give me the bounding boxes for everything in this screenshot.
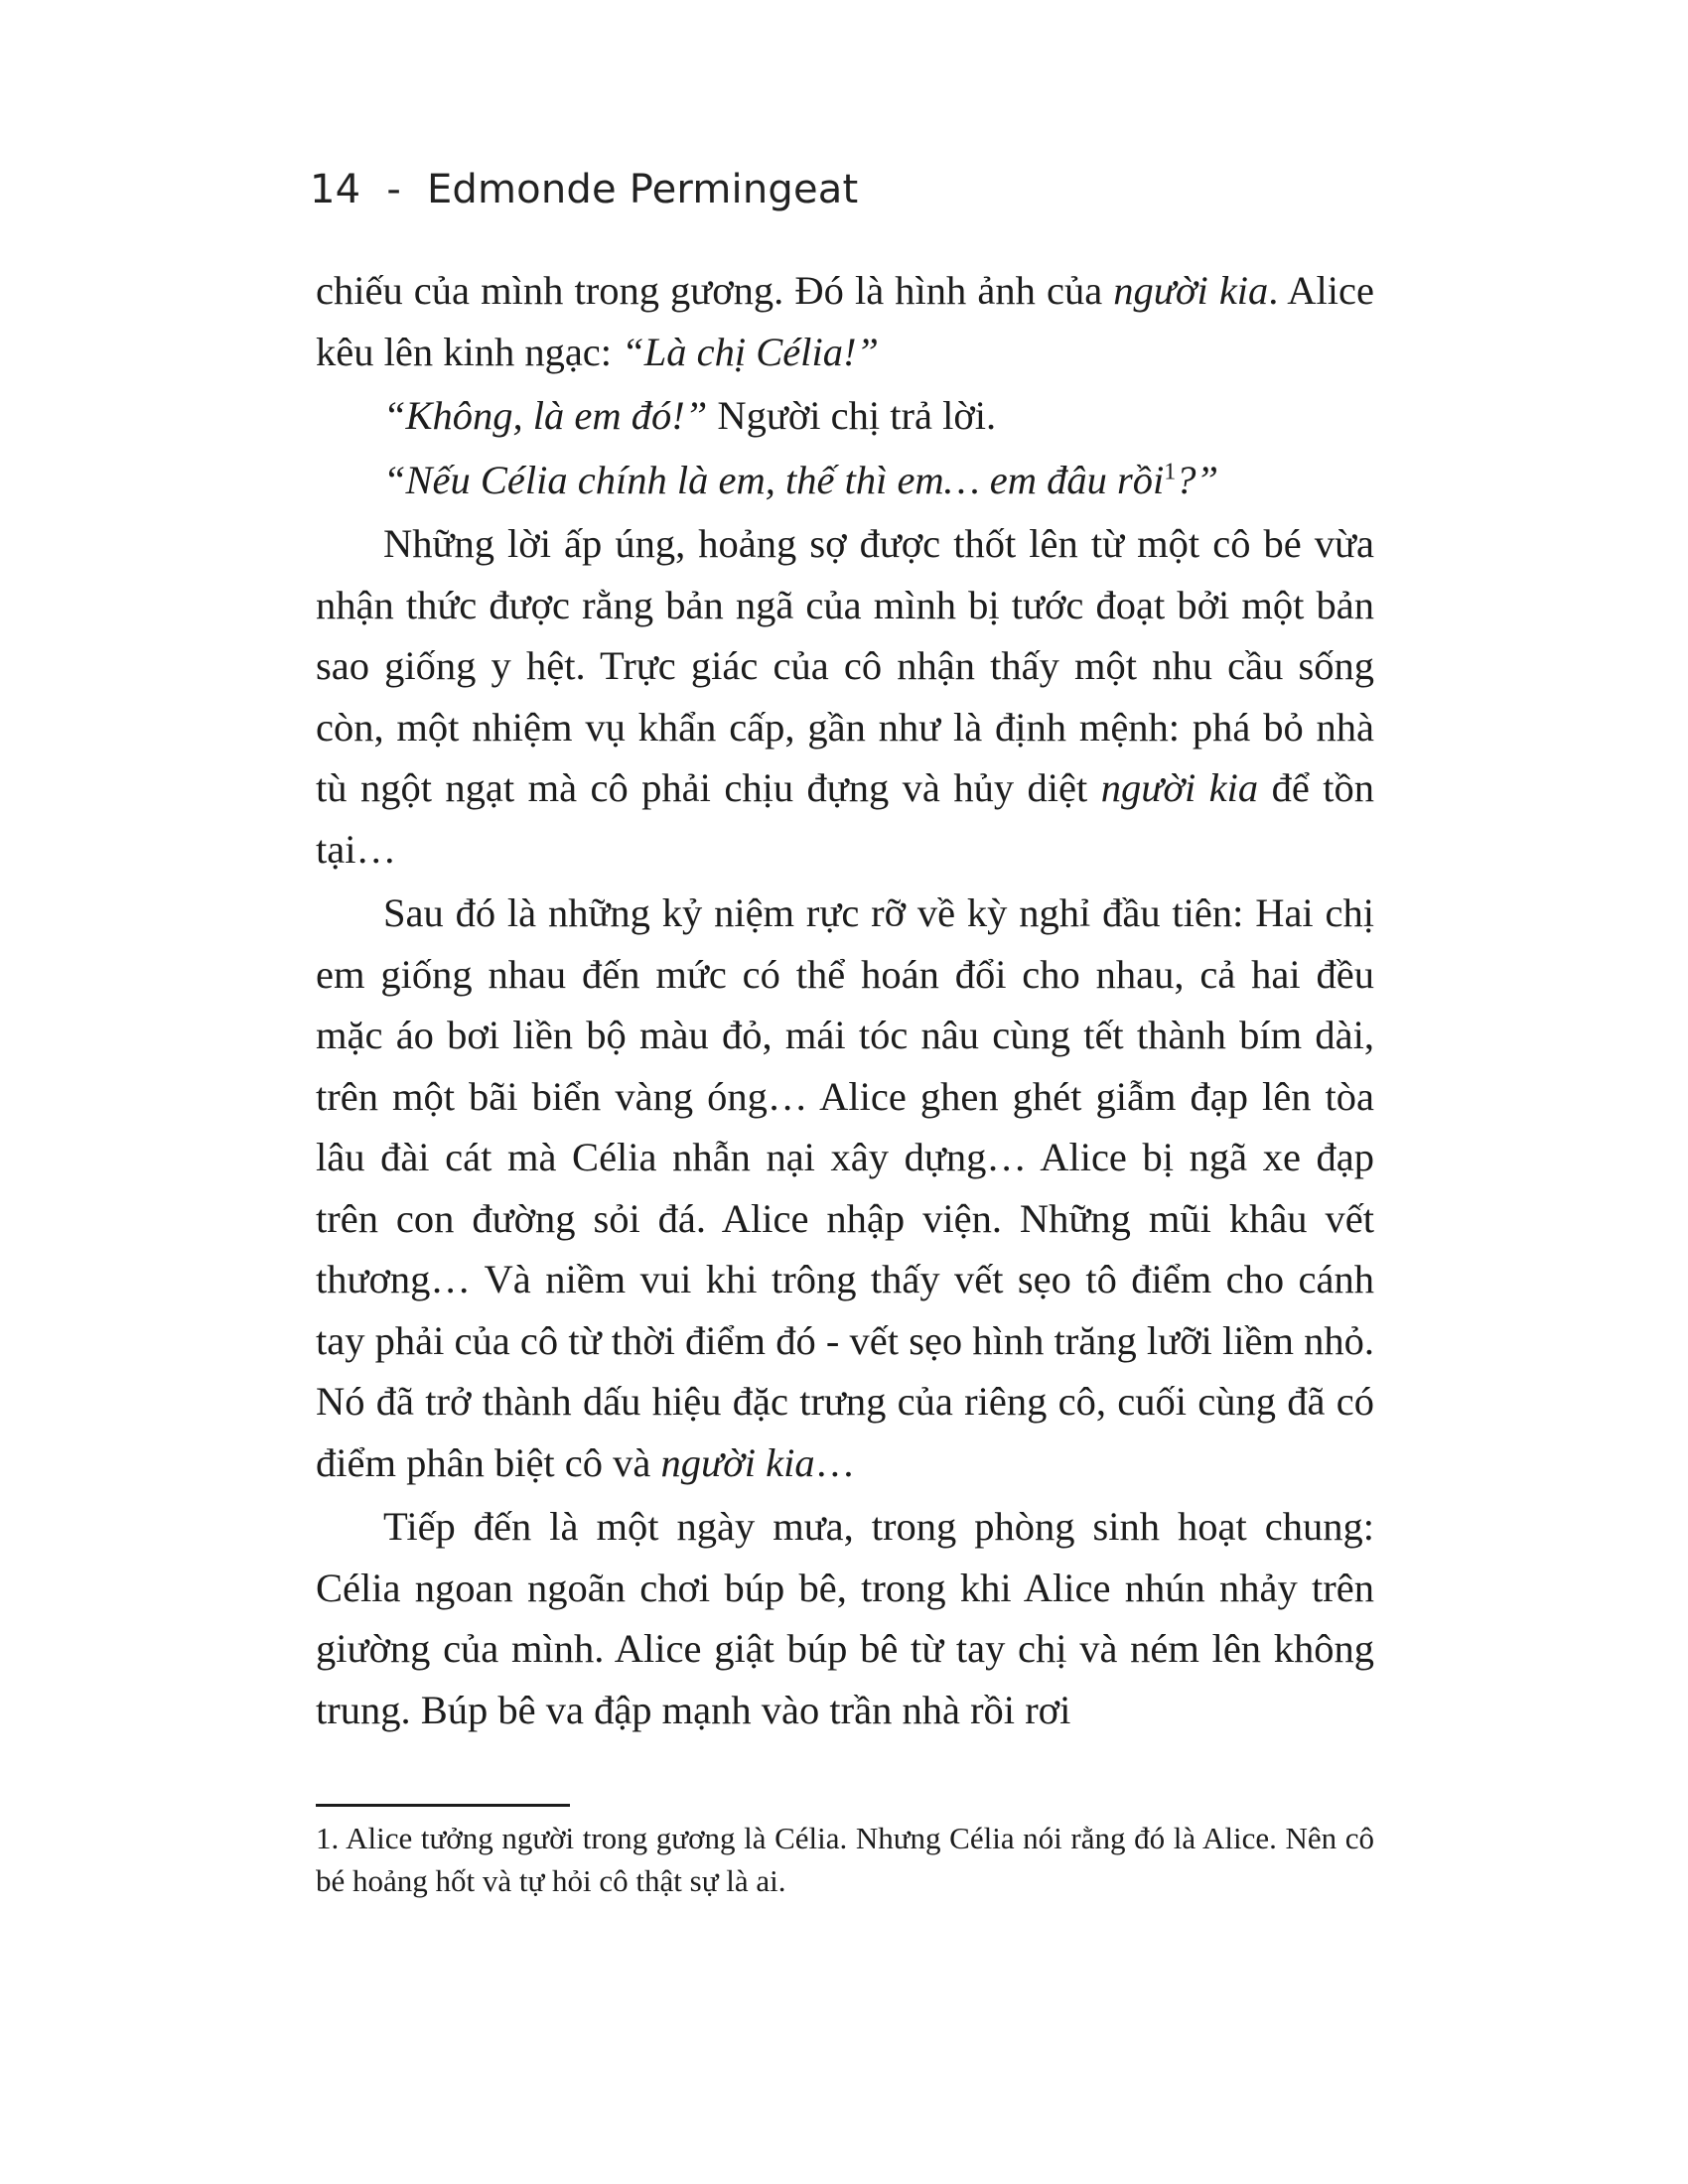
text-run: … xyxy=(814,1439,856,1485)
header-separator: - xyxy=(386,167,401,212)
paragraph xyxy=(316,1496,1374,1740)
footnote-divider xyxy=(316,1804,570,1807)
paragraph xyxy=(316,260,1374,382)
text-run: để tồn tại… xyxy=(316,765,1374,872)
page-number: 14 xyxy=(310,167,361,212)
body-text xyxy=(316,260,1374,1740)
author-name: Edmonde Permingeat xyxy=(426,167,859,212)
text-run: Tiếp đến là một ngày mưa, trong phòng sinh hoạt chung: Célia ngoan ngoãn chơi búp bê, trong khi Alice nhún nhảy trên giường của mình. Alice giật búp bê từ tay chị và ném lên không trung. Búp bê va đập mạnh vào trần nhà rồi rơi xyxy=(316,1504,1374,1732)
text-run: chiếu của mình trong gương. Đó là hình ảnh của xyxy=(316,268,1114,313)
italic-run: người kia xyxy=(1100,765,1259,810)
text-run: . Alice kêu lên kinh ngạc: xyxy=(316,268,1374,374)
footnote: 1. Alice tưởng người trong gương là Célia. Nhưng Célia nói rằng đó là Alice. Nên cô bé hoảng hốt và tự hỏi cô thật sự là ai. xyxy=(316,1821,1374,1898)
italic-run: người kia xyxy=(1113,268,1269,313)
running-head xyxy=(310,167,858,212)
italic-run: ?” xyxy=(1176,457,1219,502)
paragraph xyxy=(316,450,1374,511)
paragraph xyxy=(316,513,1374,880)
italic-run: “Không, là em đó!” xyxy=(383,393,708,438)
italic-run: “Là chị Célia!” xyxy=(622,329,879,374)
italic-run: người kia xyxy=(660,1439,815,1485)
footnote-marker: 1 xyxy=(1164,459,1177,484)
paragraph xyxy=(316,883,1374,1493)
text-run: Người chị trả lời. xyxy=(707,393,997,438)
text-run: Sau đó là những kỷ niệm rực rỡ về kỳ nghỉ đầu tiên: Hai chị em giống nhau đến mức có thể hoán đổi cho nhau, cả hai đều mặc áo bơi liền bộ màu đỏ, mái tóc nâu cùng tết thành bím dài, trên một bãi biển vàng óng… Alice ghen ghét giẫm đạp lên tòa lâu đài cát mà Célia nhẫn nại xây dựng… Alice bị ngã xe đạp trên con đường sỏi đá. Alice nhập viện. Những mũi khâu vết thương… Và niềm vui khi trông thấy vết sẹo tô điểm cho cánh tay phải của cô từ thời điểm đó - vết sẹo hình trăng lưỡi liềm nhỏ. Nó đã trở thành dấu hiệu đặc trưng của riêng cô, cuối cùng đã có điểm phân biệt cô và xyxy=(316,890,1374,1485)
paragraph xyxy=(316,385,1374,447)
italic-run: “Nếu Célia chính là em, thế thì em… em đâu rồi xyxy=(383,457,1165,502)
text-run: Những lời ấp úng, hoảng sợ được thốt lên từ một cô bé vừa nhận thức được rằng bản ngã của mình bị tước đoạt bởi một bản sao giống y hệt. Trực giác của cô nhận thấy một nhu cầu sống còn, một nhiệm vụ khẩn cấp, gần như là định mệnh: phá bỏ nhà tù ngột ngạt mà cô phải chịu đựng và hủy diệt xyxy=(316,521,1374,810)
